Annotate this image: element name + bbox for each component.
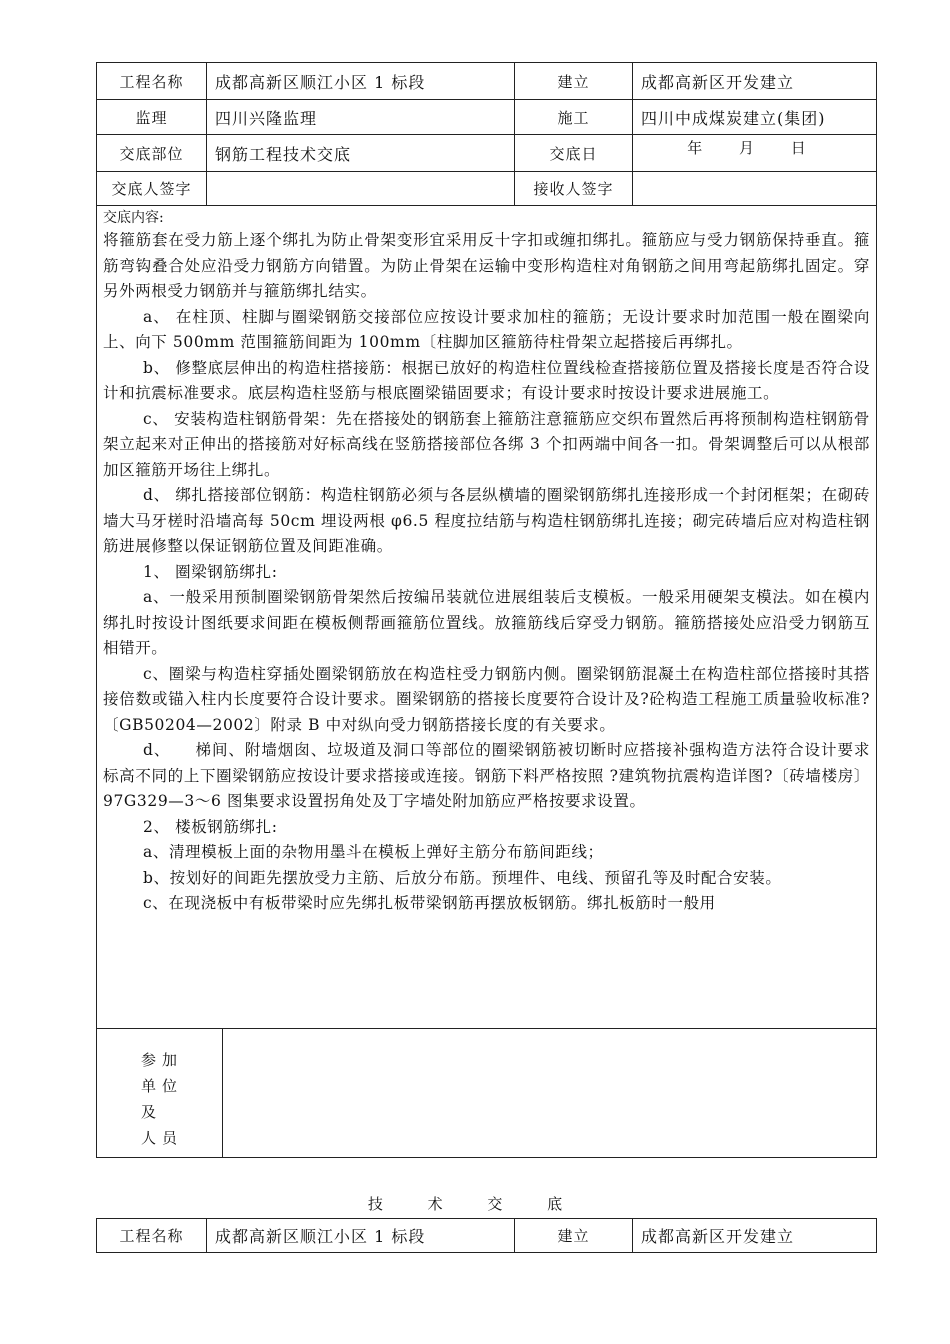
receiver-signature-field[interactable] [633, 172, 877, 206]
participants-label-line: 人员 [141, 1129, 184, 1147]
project-row [97, 63, 877, 100]
page2-project-name-value: 成都高新区顺江小区 1 标段 [207, 1219, 515, 1253]
project-name-label: 工程名称 [97, 63, 207, 100]
section-heading: 1、 圈梁钢筋绑扎: [143, 562, 278, 581]
participants-label [97, 1029, 223, 1158]
participants-label-line: 参加 [141, 1051, 184, 1069]
content-heading: 交底内容: [103, 210, 164, 226]
disclosure-form-table [96, 62, 877, 1158]
disclosure-part-value: 钢筋工程技术交底 [207, 135, 515, 172]
participants-label-line: 及 [141, 1103, 163, 1121]
construction-value: 四川中成煤炭建立(集团) [633, 100, 877, 135]
content-paragraph: b、 修整底层伸出的构造柱搭接筋：根据已放好的构造柱位置线检查搭接筋位置及搭接长度是否符合设计和抗震标准要求。底层构造柱竖筋与根底圈梁锚固要求；有设计要求时按设计要求进展施工。 [103, 358, 871, 402]
giver-signature-field[interactable] [207, 172, 515, 206]
disclosure-content [97, 206, 877, 1029]
content-paragraph: c、圈梁与构造柱穿插处圈梁钢筋放在构造柱受力钢筋内侧。圈梁钢筋混凝土在构造柱部位搭接时其搭接倍数或锚入柱内长度要符合设计要求。圈梁钢筋的搭接长度要符合设计及?砼构造工程施工质量验收标准?〔GB50204—2002〕附录 B 中对纵向受力钢筋搭接长度的有关要求。 [103, 664, 871, 734]
page2-title: 技 术 交 底 [367, 1195, 583, 1213]
receiver-signature-label: 接收人签字 [515, 172, 633, 206]
disclosure-date-value: 年 月 日 [633, 135, 877, 172]
page2-build-label: 建立 [515, 1219, 633, 1253]
content-paragraph: a、清理模板上面的杂物用墨斗在模板上弹好主筋分布筋间距线； [143, 843, 604, 861]
page2-project-row [97, 1219, 877, 1253]
signature-row [97, 172, 877, 206]
content-row [97, 206, 877, 1029]
content-paragraph: c、 安装构造柱钢筋骨架：先在搭接处的钢筋套上箍筋注意箍筋应交织布置然后再将预制构造柱钢筋骨架立起来对正伸出的搭接筋对好标高线在竖筋搭接部位各绑 3 个扣两端中间各一扣。骨架调整后可以从根部加区箍筋开场往上绑扎。 [103, 409, 871, 479]
participants-row [97, 1029, 877, 1158]
page2-form-table [96, 1218, 877, 1253]
content-paragraph: d、 绑扎搭接部位钢筋：构造柱钢筋必须与各层纵横墙的圈梁钢筋绑扎连接形成一个封闭框架；在砌砖墙大马牙槎时沿墙高每 50cm 埋设两根 φ6.5 程度拉结筋与构造柱钢筋绑扎连接；砌完砖墙后应对构造柱钢筋进展修整以保证钢筋位置及间距准确。 [103, 486, 871, 555]
page2-project-name-label: 工程名称 [97, 1219, 207, 1253]
supervision-label: 监理 [97, 100, 207, 135]
construction-label: 施工 [515, 100, 633, 135]
supervision-value: 四川兴隆监理 [207, 100, 515, 135]
build-label: 建立 [515, 63, 633, 100]
content-paragraph: 将箍筋套在受力筋上逐个绑扎为防止骨架变形宜采用反十字扣或缠扣绑扎。箍筋应与受力钢筋保持垂直。箍筋弯钩叠合处应沿受力钢筋方向错置。为防止骨架在运输中变形构造柱对角钢筋之间用弯起筋绑扎固定。穿另外两根受力钢筋并与箍筋绑扎结实。 [103, 231, 871, 300]
giver-signature-label: 交底人签字 [97, 172, 207, 206]
build-value: 成都高新区开发建立 [633, 63, 877, 100]
project-name-value: 成都高新区顺江小区 1 标段 [207, 63, 515, 100]
disclosure-part-row [97, 135, 877, 172]
content-paragraph: a、一般采用预制圈梁钢筋骨架然后按编吊装就位进展组装后支模板。一般采用硬架支模法。如在模内绑扎时按设计图纸要求间距在模板侧帮画箍筋位置线。放箍筋线后穿受力钢筋。箍筋搭接处应沿受力钢筋互相错开。 [103, 588, 871, 657]
content-paragraph: d、 梯间、附墙烟囱、垃圾道及洞口等部位的圈梁钢筋被切断时应搭接补强构造方法符合设计要求标高不同的上下圈梁钢筋应按设计要求搭接或连接。钢筋下料严格按照 ?建筑物抗震构造详图?〔砖墙楼房〕97G329—3～6 图集要求设置拐角处及丁字墙处附加筋应严格按要求设置。 [103, 741, 871, 810]
participants-field[interactable] [223, 1029, 877, 1158]
content-body [103, 228, 870, 917]
content-paragraph: c、在现浇板中有板带梁时应先绑扎板带梁钢筋再摆放板钢筋。绑扎板筋时一般用 [143, 894, 716, 912]
page2-build-value: 成都高新区开发建立 [633, 1219, 877, 1253]
participants-label-line: 单位 [141, 1077, 184, 1095]
disclosure-date-label: 交底日 [515, 135, 633, 172]
section-heading: 2、 楼板钢筋绑扎: [143, 817, 278, 836]
supervision-row [97, 100, 877, 135]
content-paragraph: a、 在柱顶、柱脚与圈梁钢筋交接部位应按设计要求加柱的箍筋；无设计要求时加范围一般在圈梁向上、向下 500mm 范围箍筋间距为 100mm〔柱脚加区箍筋待柱骨架立起搭接后再绑扎。 [103, 307, 871, 351]
content-paragraph: b、按划好的间距先摆放受力主筋、后放分布筋。预埋件、电线、预留孔等及时配合安装。 [143, 868, 782, 887]
disclosure-part-label: 交底部位 [97, 135, 207, 172]
